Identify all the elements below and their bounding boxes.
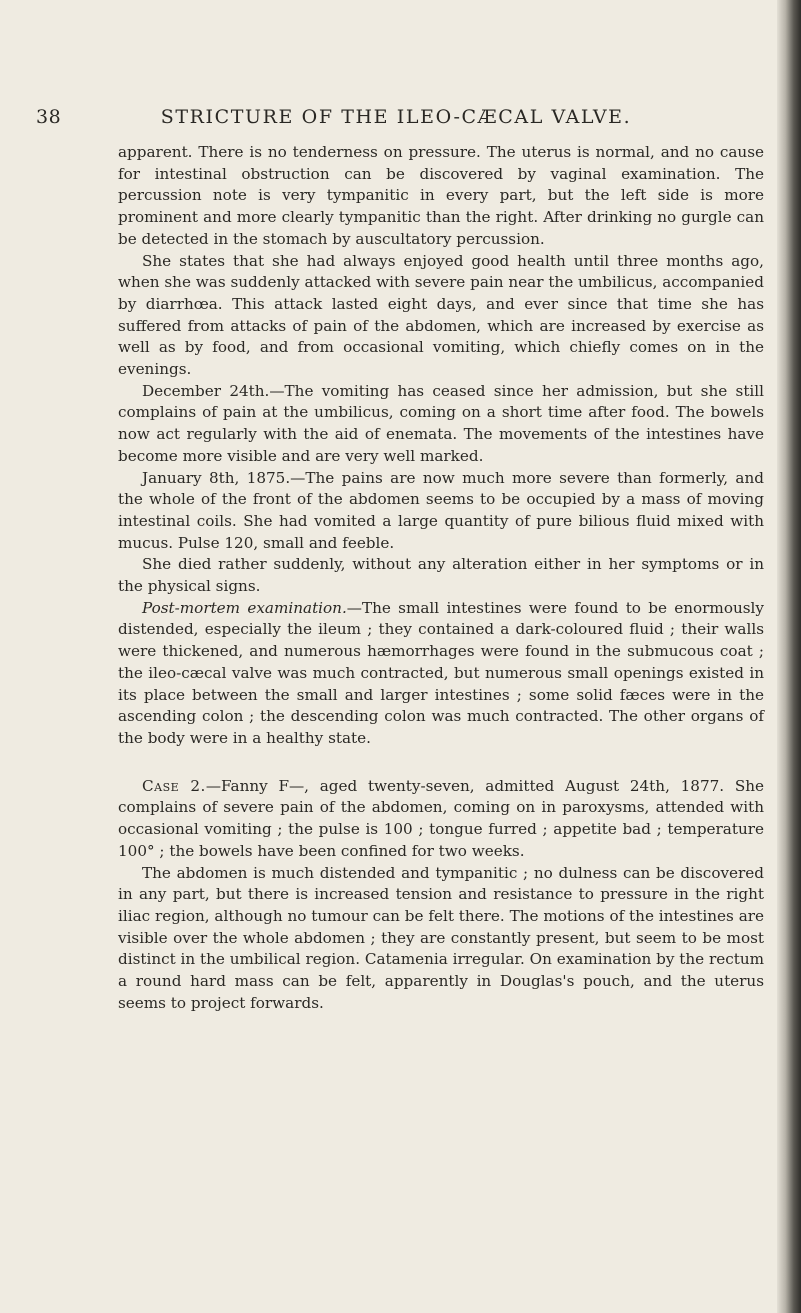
case-heading: Case 2. [142,776,206,795]
paragraph: She died rather suddenly, without any alteration either in her symptoms or in the physical signs. [118,555,764,596]
body-text [118,142,764,1014]
paragraph-post-mortem [118,598,764,750]
paragraph: She states that she had always enjoyed good health until three months ago, when she was suddenly attacked with severe pain near the umbilicus, accompanied by diarrhœa. This attack lasted eight days, and ever since that time she has suffered from attacks of pain of the abdomen, which are increased by exercise as well as by food, and from occasional vomiting, which chiefly comes on in the evenings. [118,251,764,379]
running-head: STRICTURE OF THE ILEO-CÆCAL VALVE. [160,106,632,128]
paragraph: The abdomen is much distended and tympanitic ; no dulness can be discovered in any part, but there is increased tension and resistance to pressure in the right iliac region, although no tumour can be felt there. The motions of the intestines are visible over the whole abdomen ; they are constantly present, but seem to be most distinct in the umbilical region. Catamenia irregular. On examination by the rectum a round hard mass can be felt, apparently in Douglas's pouch, and the uterus seems to project forwards. [118,863,764,1012]
post-mortem-heading: Post-mortem examination. [142,598,347,617]
page-number: 38 [36,106,62,128]
paragraph: apparent. There is no tenderness on pressure. The uterus is normal, and no cause for intestinal obstruction can be discovered by vaginal examination. The percussion note is very tympanitic in every part, but the left side is more prominent and more clearly tympanitic than the right. After drinking no gurgle can be detected in the stomach by auscultatory percussion. [118,143,764,248]
page-header [36,106,736,136]
paragraph: December 24th.—The vomiting has ceased since her admission, but she still complains of pain at the umbilicus, coming on a short time after food. The bowels now act regularly with the aid of enemata. The movements of the intestines have become more visible and are very well marked. [118,381,764,465]
paragraph-case-2 [118,776,764,863]
post-mortem-text: —The small intestines were found to be enormously distended, especially the ileum ; they contained a dark-coloured fluid ; their walls were thickened, and numerous hæmorrhages were found in the submucous coat ; the ileo-cæcal valve was much contracted, but numerous small openings existed in its place between the small and larger intestines ; some solid fæces were in the ascending colon ; the descending colon was much contracted. The other organs of the body were in a healthy state. [118,598,764,747]
case-text: —Fanny F—, aged twenty-seven, admitted August 24th, 1877. She complains of severe pain of the abdomen, coming on in paroxysms, attended with occasional vomiting ; the pulse is 100 ; tongue furred ; appetite bad ; temperature 100° ; the bowels have been confined for two weeks. [118,776,764,860]
page-edge-shadow [777,0,801,1313]
paragraph: January 8th, 1875.—The pains are now much more severe than formerly, and the whole of the front of the abdomen seems to be occupied by a mass of moving intestinal coils. She had vomited a large quantity of pure bilious fluid mixed with mucus. Pulse 120, small and feeble. [118,468,764,552]
